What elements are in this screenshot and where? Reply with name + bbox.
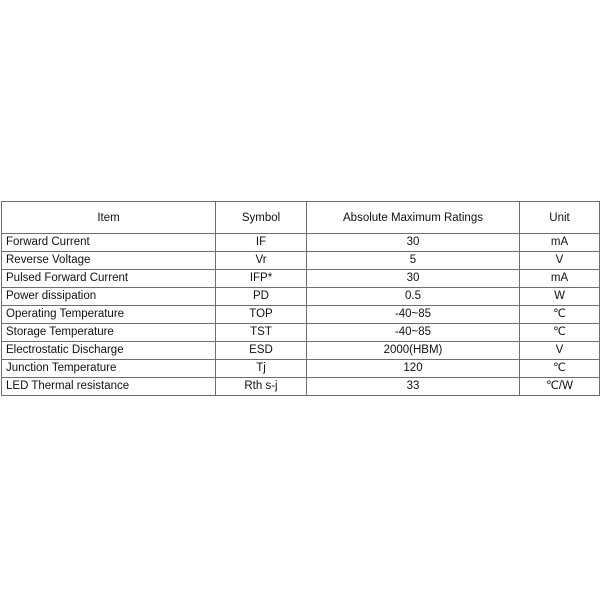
cell-item: Pulsed Forward Current xyxy=(2,270,216,288)
cell-item: Junction Temperature xyxy=(2,360,216,378)
cell-unit: V xyxy=(520,342,600,360)
table-row xyxy=(2,324,600,342)
table-row xyxy=(2,270,600,288)
cell-unit: ℃/W xyxy=(520,378,600,396)
cell-item: Electrostatic Discharge xyxy=(2,342,216,360)
table-row xyxy=(2,234,600,252)
cell-symbol: ESD xyxy=(216,342,307,360)
cell-rating: 120 xyxy=(307,360,520,378)
cell-symbol: TOP xyxy=(216,306,307,324)
cell-unit: mA xyxy=(520,270,600,288)
table-row xyxy=(2,360,600,378)
table-row xyxy=(2,342,600,360)
cell-symbol: Rth s-j xyxy=(216,378,307,396)
cell-rating: -40~85 xyxy=(307,306,520,324)
cell-item: Power dissipation xyxy=(2,288,216,306)
cell-rating: 5 xyxy=(307,252,520,270)
table-header-row xyxy=(2,202,600,234)
cell-item: Reverse Voltage xyxy=(2,252,216,270)
cell-unit: mA xyxy=(520,234,600,252)
cell-unit: ℃ xyxy=(520,324,600,342)
cell-symbol: PD xyxy=(216,288,307,306)
cell-symbol: TST xyxy=(216,324,307,342)
cell-item: Storage Temperature xyxy=(2,324,216,342)
table-row xyxy=(2,252,600,270)
cell-symbol: IFP* xyxy=(216,270,307,288)
table-row xyxy=(2,378,600,396)
table-row xyxy=(2,288,600,306)
cell-item: Forward Current xyxy=(2,234,216,252)
cell-rating: 2000(HBM) xyxy=(307,342,520,360)
cell-symbol: IF xyxy=(216,234,307,252)
cell-rating: -40~85 xyxy=(307,324,520,342)
cell-rating: 33 xyxy=(307,378,520,396)
cell-item: LED Thermal resistance xyxy=(2,378,216,396)
cell-unit: ℃ xyxy=(520,306,600,324)
cell-unit: V xyxy=(520,252,600,270)
cell-rating: 30 xyxy=(307,270,520,288)
cell-symbol: Vr xyxy=(216,252,307,270)
cell-unit: W xyxy=(520,288,600,306)
table-row xyxy=(2,306,600,324)
cell-rating: 30 xyxy=(307,234,520,252)
cell-unit: ℃ xyxy=(520,360,600,378)
cell-symbol: Tj xyxy=(216,360,307,378)
header-unit: Unit xyxy=(520,202,600,234)
absolute-maximum-ratings-table xyxy=(1,201,600,396)
header-rating: Absolute Maximum Ratings xyxy=(307,202,520,234)
cell-item: Operating Temperature xyxy=(2,306,216,324)
header-symbol: Symbol xyxy=(216,202,307,234)
cell-rating: 0.5 xyxy=(307,288,520,306)
header-item: Item xyxy=(2,202,216,234)
